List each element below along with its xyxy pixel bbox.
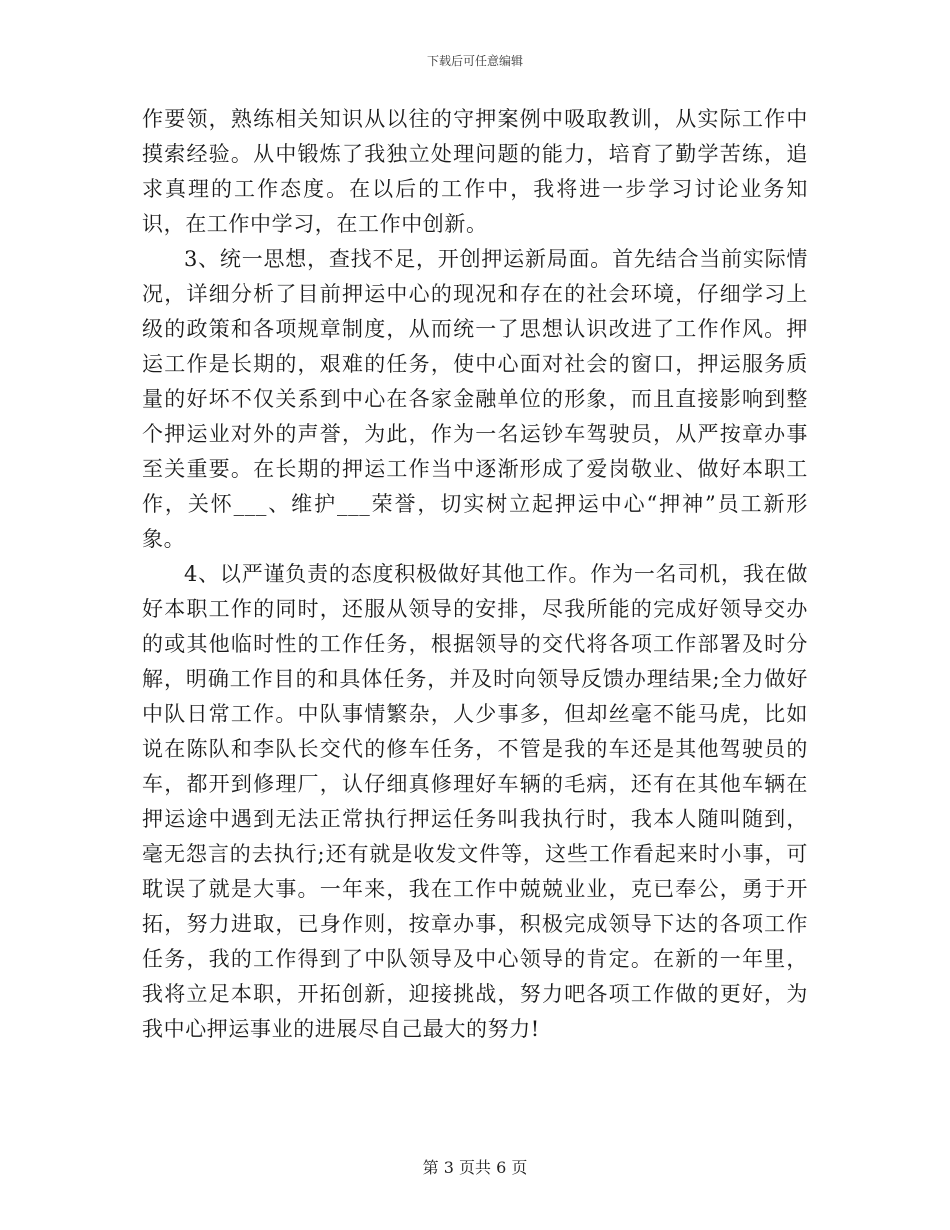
page-number: 第 3 页共 6 页 (422, 1158, 528, 1177)
page-header: 下载后可任意编辑 (426, 54, 523, 68)
paragraph-continuation: 作要领，熟练相关知识从以往的守押案例中吸取教训，从实际工作中摸索经验。从中锻炼了我独立处理问题的能力，培育了勤学苦练，追求真理的工作态度。在以后的工作中，我将进一步学习讨论业务知识，在工作中学习，在工作中创新。 (142, 107, 808, 236)
paragraph-item-4: 4、以严谨负责的态度积极做好其他工作。作为一名司机，我在做好本职工作的同时，还服从领导的安排，尽我所能的完成好领导交办的或其他临时性的工作任务，根据领导的交代将各项工作部署及时分解，明确工作目的和具体任务，并及时向领导反馈办理结果;全力做好中队日常工作。中队事情繁杂，人少事多，但却丝毫不能马虎，比如说在陈队和李队长交代的修车任务，不管是我的车还是其他驾驶员的车，都开到修理厂，认仔细真修理好车辆的毛病，还有在其他车辆在押运途中遇到无法正常执行押运任务叫我执行时，我本人随叫随到，毫无怨言的去执行;还有就是收发文件等，这些工作看起来时小事，可耽误了就是大事。一年来，我在工作中兢兢业业，克已奉公，勇于开拓，努力进取，已身作则，按章办事，积极完成领导下达的各项工作任务，我的工作得到了中队领导及中心领导的肯定。在新的一年里，我将立足本职，开拓创新，迎接挑战，努力吧各项工作做的更好，为我中心押运事业的进展尽自己最大的努力! (142, 562, 808, 1041)
document-body (142, 102, 808, 1047)
paragraph-item-3: 3、统一思想，查找不足，开创押运新局面。首先结合当前实际情况，详细分析了目前押运中心的现况和存在的社会环境，仔细学习上级的政策和各项规章制度，从而统一了思想认识改进了工作作风。押运工作是长期的，艰难的任务，使中心面对社会的窗口，押运服务质量的好坏不仅关系到中心在各家金融单位的形象，而且直接影响到整个押运业对外的声誉，为此，作为一名运钞车驾驶员，从严按章办事至关重要。在长期的押运工作当中逐渐形成了爱岗敬业、做好本职工作，关怀___、维护___荣誉，切实树立起押运中心“押神”员工新形象。 (142, 247, 808, 551)
